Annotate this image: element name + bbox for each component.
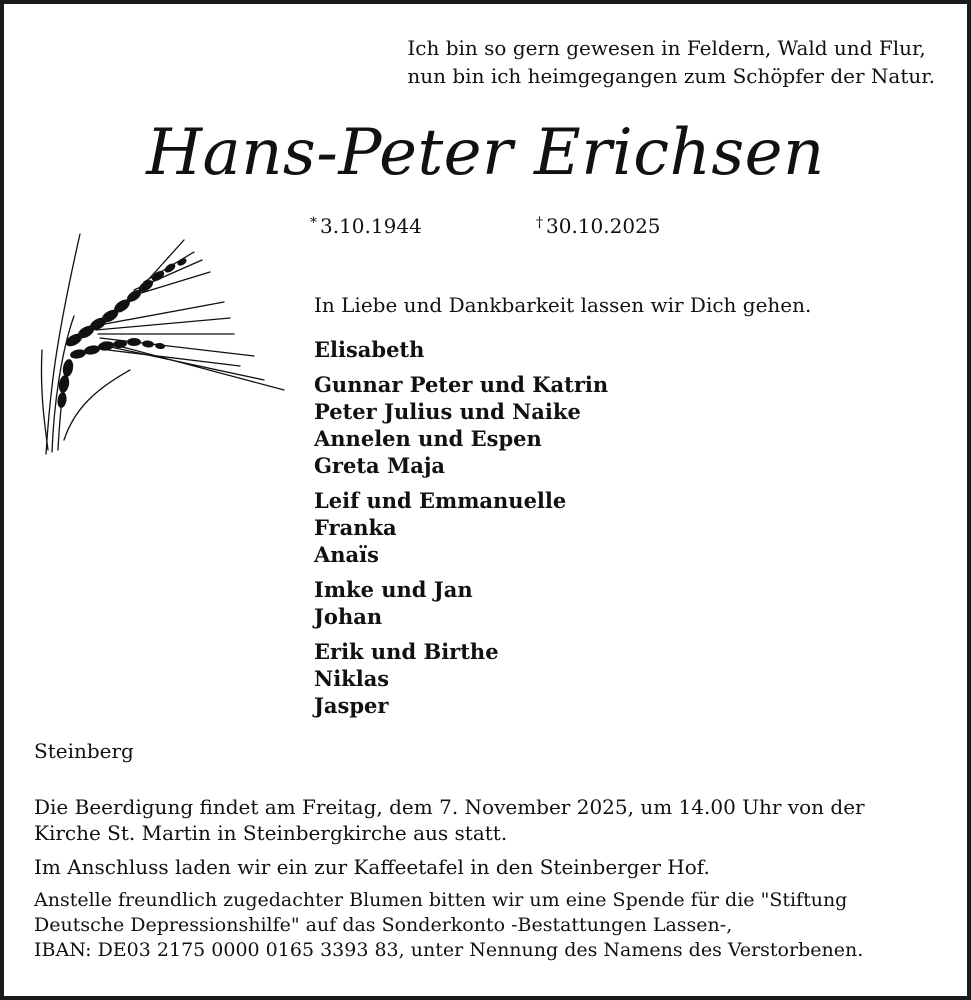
mourner-name: Johan xyxy=(314,604,383,629)
mourner-name: Leif und Emmanuelle xyxy=(314,488,567,513)
mourner-group xyxy=(314,576,608,630)
mourner-name: Erik und Birthe xyxy=(314,639,499,664)
reception-details: Im Anschluss laden wir ein zur Kaffeetafel in den Steinberger Hof. xyxy=(34,855,710,879)
mourner-name: Greta Maja xyxy=(314,453,446,478)
mourner-group xyxy=(314,638,608,719)
farewell-line: In Liebe und Dankbarkeit lassen wir Dich gehen. xyxy=(314,293,812,317)
motto-verse xyxy=(407,34,935,90)
mourner-name: Jasper xyxy=(314,693,389,718)
motto-line-2: nun bin ich heimgegangen zum Schöpfer der Natur. xyxy=(407,64,935,88)
death-date: † 30.10.2025 xyxy=(536,214,661,238)
mourner-group xyxy=(314,336,608,363)
funeral-info xyxy=(34,794,934,963)
wheat-ears-icon xyxy=(34,230,294,456)
mourner-group xyxy=(314,371,608,479)
deceased-name: Hans-Peter Erichsen xyxy=(146,116,825,190)
mourner-name: Gunnar Peter und Katrin xyxy=(314,372,609,397)
mourner-name: Peter Julius und Naike xyxy=(314,399,581,424)
birth-symbol: * xyxy=(310,215,317,231)
mourners-list xyxy=(314,336,608,727)
mourner-group xyxy=(314,487,608,568)
donation-request: Anstelle freundlich zugedachter Blumen bitten wir um eine Spende für die "Stiftung Deutsche Depressionshilfe" auf das Sonderkonto -Bestattungen Lassen-, IBAN: DE03 2175 0000 0165 3393 83, unter Nennung des Namens des Verstorbenen. xyxy=(34,889,864,961)
mourner-name: Elisabeth xyxy=(314,337,425,362)
mourner-name: Niklas xyxy=(314,666,390,691)
death-symbol: † xyxy=(536,215,543,231)
place-name: Steinberg xyxy=(34,739,134,763)
mourner-name: Franka xyxy=(314,515,397,540)
mourner-name: Annelen und Espen xyxy=(314,426,542,451)
funeral-details: Die Beerdigung findet am Freitag, dem 7. November 2025, um 14.00 Uhr von der Kirche St. Martin in Steinbergkirche aus statt. xyxy=(34,795,865,845)
mourner-name: Imke und Jan xyxy=(314,577,473,602)
birth-date: * 3.10.1944 xyxy=(310,214,422,238)
mourner-name: Anaïs xyxy=(314,542,379,567)
motto-line-1: Ich bin so gern gewesen in Feldern, Wald und Flur, xyxy=(407,36,926,60)
